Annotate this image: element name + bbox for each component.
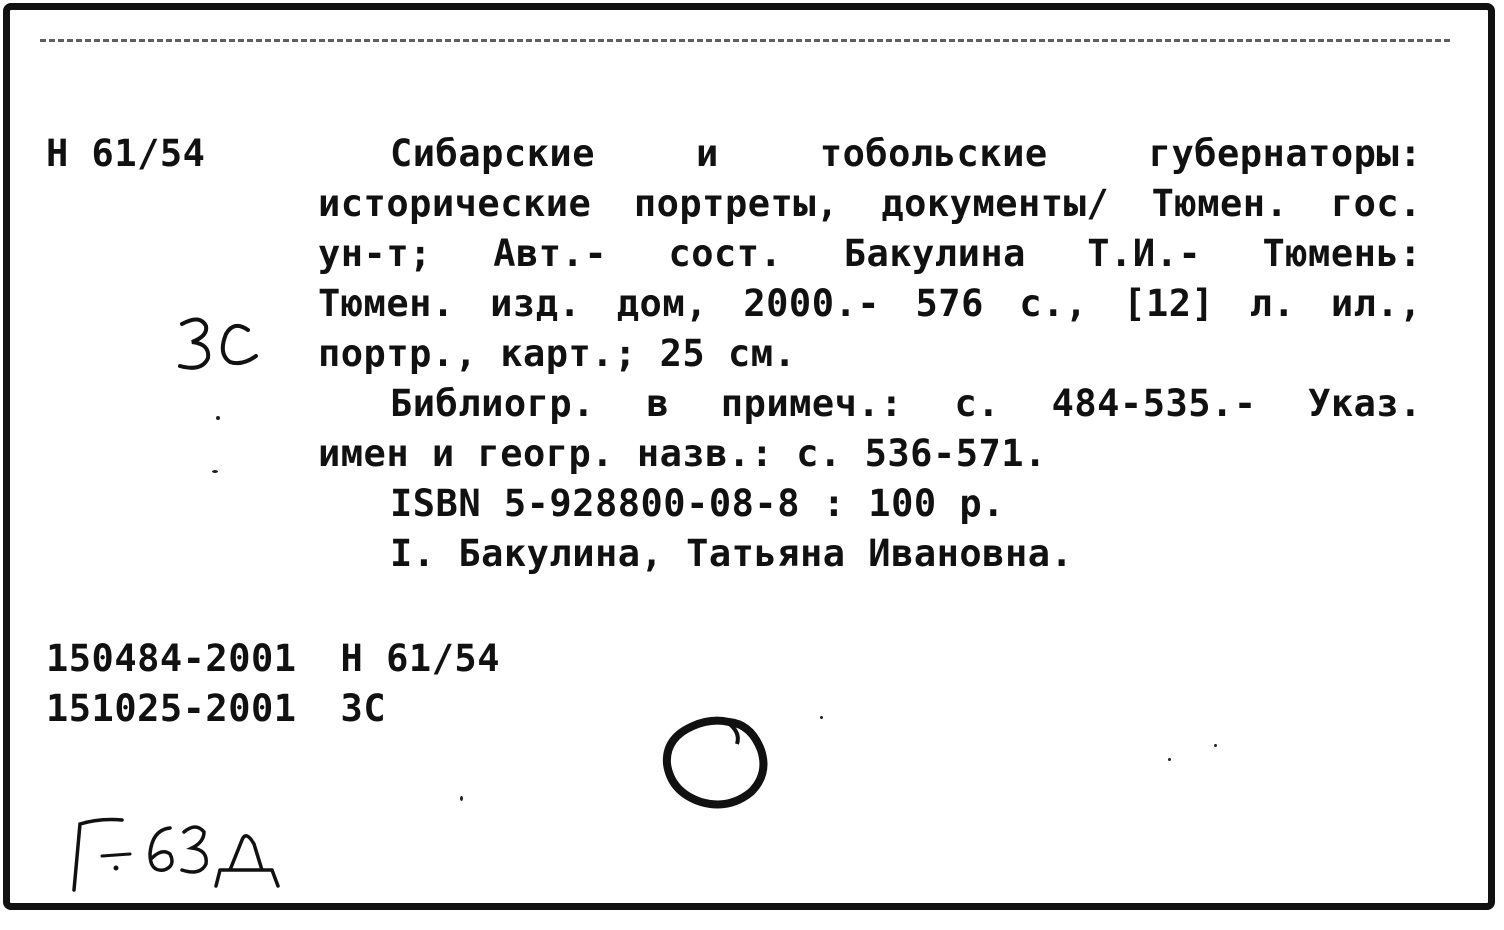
- scan-speck: [1168, 758, 1171, 761]
- inventory-row: [46, 684, 500, 734]
- description-line-1: [318, 129, 1422, 179]
- word: [12]: [1123, 282, 1215, 325]
- inventory-numbers: [46, 634, 500, 734]
- word: документы/: [881, 182, 1110, 225]
- word: Тюмен.: [1151, 182, 1289, 225]
- word: портреты,: [633, 182, 839, 225]
- description-line-4: [318, 279, 1422, 329]
- word: гос.: [1330, 182, 1422, 225]
- bibliographic-description: [318, 129, 1422, 579]
- word: губернаторы:: [1148, 132, 1422, 175]
- inventory-number: 151025-2001: [46, 687, 297, 730]
- scan-speck: [820, 716, 823, 719]
- word: 576: [915, 282, 984, 325]
- word: Сибарские: [390, 132, 595, 175]
- word: с.,: [1019, 282, 1088, 325]
- word: л.: [1249, 282, 1296, 325]
- handwritten-shelf-mark: [60, 810, 300, 900]
- handwritten-mark: [170, 310, 270, 380]
- word: сост.: [668, 232, 783, 275]
- word: и: [696, 132, 719, 175]
- scan-speck: [216, 416, 220, 420]
- word: Бакулина: [843, 232, 1026, 275]
- inventory-code: Н 61/54: [340, 637, 500, 680]
- word: ун-т;: [318, 232, 432, 275]
- word: Авт.-: [493, 232, 608, 275]
- word: изд.: [490, 282, 582, 325]
- scan-speck: [460, 796, 463, 801]
- word: 484-535.-: [1051, 382, 1257, 425]
- word: примеч.:: [720, 382, 904, 425]
- word: дом,: [616, 282, 708, 325]
- isbn-line: ISBN 5-928800-08-8 : 100 р.: [390, 482, 1005, 525]
- scan-speck: [212, 470, 218, 473]
- word: Т.И.-: [1087, 232, 1202, 275]
- word: ил.,: [1330, 282, 1422, 325]
- inventory-number: 150484-2001: [46, 637, 297, 680]
- word: исторические: [318, 182, 592, 225]
- description-line-2: [318, 179, 1422, 229]
- word: тобольские: [819, 132, 1048, 175]
- top-dashed-rule: [40, 39, 1450, 42]
- punched-hole: [655, 710, 775, 820]
- word: Указ.: [1308, 382, 1422, 425]
- description-line-5: портр., карт.; 25 см.: [318, 332, 797, 375]
- inventory-row: [46, 634, 500, 684]
- word: Библиогр.: [390, 382, 595, 425]
- word: 2000.-: [743, 282, 881, 325]
- description-line-3: [318, 229, 1422, 279]
- word: Тюмен.: [318, 282, 455, 325]
- inventory-code: ЗС: [340, 687, 387, 730]
- notes-line-1: [318, 379, 1422, 429]
- call-number: Н 61/54: [46, 132, 206, 175]
- notes-line-2: имен и геогр. назв.: с. 536-571.: [318, 432, 1047, 475]
- word: с.: [954, 382, 1001, 425]
- scan-speck: [1214, 744, 1217, 747]
- added-entry: I. Бакулина, Татьяна Ивановна.: [390, 532, 1074, 575]
- word: Тюмень:: [1262, 232, 1422, 275]
- word: в: [646, 382, 670, 425]
